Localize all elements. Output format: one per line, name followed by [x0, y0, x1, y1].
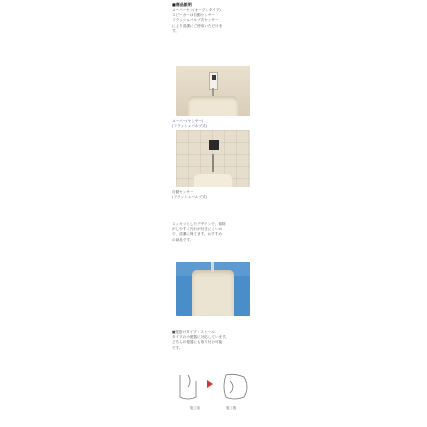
caption-1: ユーバー(センサー) (フラッシュバルブ式)	[172, 119, 208, 129]
urinal-photo-blue-wall	[176, 262, 250, 316]
section-heading: ■商品説明	[172, 2, 192, 7]
description-text-3: ■壁掛けタイプ・ストール タイプの小便器に対応しています。 どちらの便器にも取り付け可能 です。	[172, 330, 230, 350]
urinal-photo-valve	[176, 66, 250, 116]
urinal-bowl	[194, 174, 232, 187]
description-text-2: スッキリとしたデザインで、掃除 がしやすく汚れが付きにくいの で、清潔に保てます。おすすめ の商品です。	[172, 222, 226, 242]
diagram-caption-before: 施工前	[190, 406, 201, 410]
urinal-bowl	[188, 96, 238, 116]
arrow-right-icon	[207, 380, 213, 388]
urinal-bowl	[192, 270, 234, 316]
product-description-column	[168, 0, 260, 427]
after-urinal-shape	[224, 374, 247, 399]
description-text-1: ユーバーセン(オープンタイプ) スピーカーは自動センサー フラッシュバルブ式センサー により清潔にご使用いただけま す。	[172, 8, 223, 33]
after-urinal-detail	[230, 381, 233, 393]
sensor-icon	[209, 140, 219, 150]
pipe	[212, 154, 214, 172]
pipe	[211, 262, 214, 272]
before-urinal-detail	[188, 375, 190, 387]
diagram-caption-after: 施工後	[226, 406, 237, 410]
before-after-diagram	[174, 371, 254, 403]
caption-2: 自動センサー (フラッシュバルブ式)	[172, 190, 208, 200]
urinal-photo-sensor	[176, 130, 250, 187]
